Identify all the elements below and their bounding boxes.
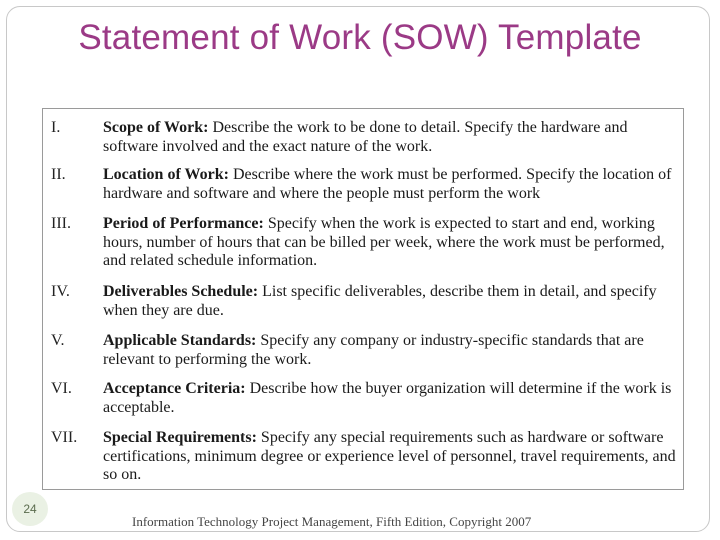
section-numeral: II. — [51, 166, 66, 183]
section-text: Describe where the work must be performed. Specify the location of hardware and software and where the people must perform the work — [103, 166, 672, 202]
section-heading: Location of Work: — [103, 166, 229, 183]
section-numeral: III. — [51, 215, 71, 232]
section-text: List specific deliverables, describe them in detail, and specify when they are due. — [103, 283, 657, 319]
section-numeral: I. — [51, 119, 61, 136]
section-text: Specify when the work is expected to start and end, working hours, number of hours that can be billed per week, where the work must be performed, and related schedule information. — [103, 215, 665, 269]
section-text: Describe how the buyer organization will determine if the work is acceptable. — [103, 380, 672, 416]
section-heading: Scope of Work: — [103, 119, 209, 136]
section-heading: Special Requirements: — [103, 429, 257, 446]
section-description — [103, 332, 677, 369]
section-heading: Applicable Standards: — [103, 332, 257, 349]
section-description — [103, 119, 677, 156]
section-numeral: V. — [51, 332, 65, 349]
section-description — [103, 380, 677, 417]
slide-title: Statement of Work (SOW) Template — [78, 18, 642, 57]
section-description — [103, 283, 677, 320]
section-description — [103, 166, 677, 203]
sow-template-table — [42, 108, 684, 490]
section-numeral: VII. — [51, 429, 78, 446]
section-heading: Acceptance Criteria: — [103, 380, 246, 397]
section-text: Describe the work to be done to detail. Specify the hardware and software involved and the exact nature of the work. — [103, 119, 628, 155]
section-numeral: IV. — [51, 283, 70, 300]
section-description — [103, 429, 677, 485]
section-description — [103, 215, 677, 271]
section-numeral: VI. — [51, 380, 72, 397]
section-heading: Deliverables Schedule: — [103, 283, 259, 300]
section-text: Specify any company or industry-specific standards that are relevant to performing the work. — [103, 332, 644, 368]
page-number-badge: 24 — [12, 492, 48, 526]
section-heading: Period of Performance: — [103, 215, 264, 232]
slide-footer: Information Technology Project Management, Fifth Edition, Copyright 2007 — [132, 514, 532, 529]
section-text: Specify any special requirements such as hardware or software certifications, minimum degree or experience level of personnel, travel requirements, and so on. — [103, 429, 676, 483]
